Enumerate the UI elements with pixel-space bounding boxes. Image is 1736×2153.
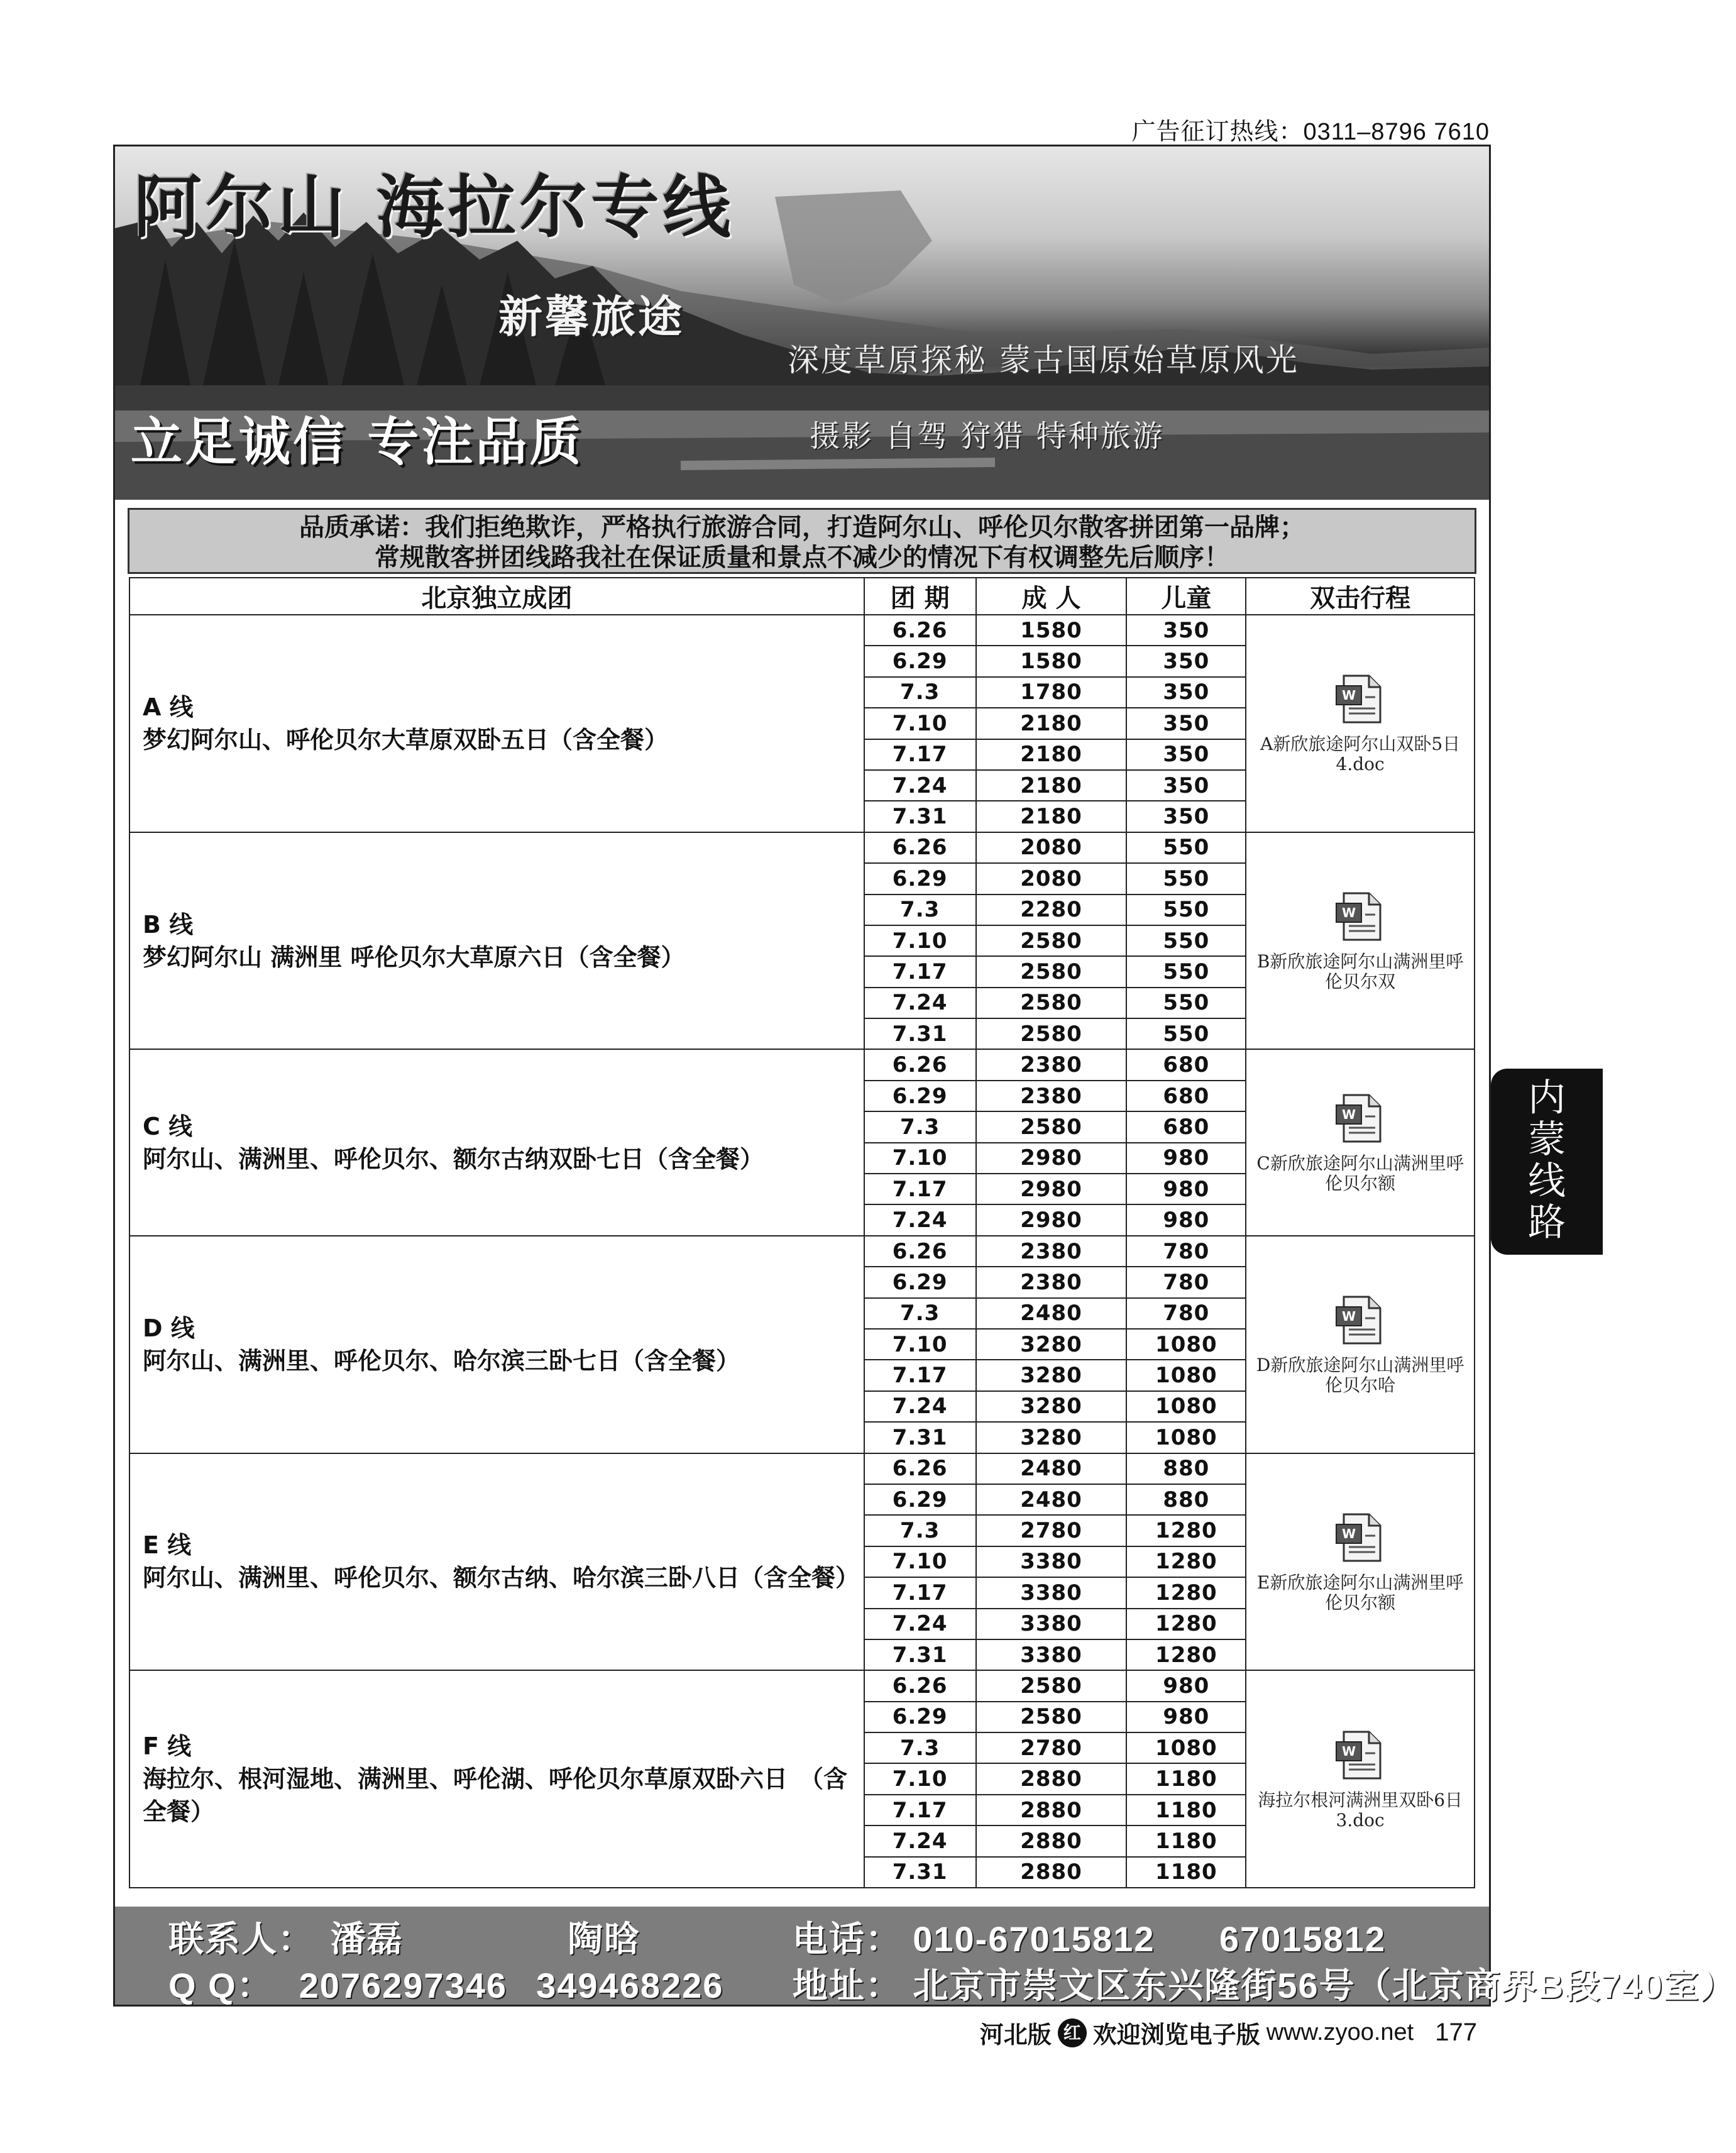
cell-child: 350 [1126, 770, 1246, 801]
cell-child: 980 [1126, 1174, 1246, 1204]
route-table-body [129, 615, 1475, 1888]
cell-date: 7.17 [864, 1795, 976, 1825]
header-date: 团 期 [864, 578, 976, 615]
cell-date: 7.24 [864, 770, 976, 801]
cell-date: 6.26 [864, 1236, 976, 1267]
cell-adult: 2380 [976, 1236, 1127, 1267]
cell-date: 6.29 [864, 1702, 976, 1732]
cell-adult: 3280 [976, 1422, 1127, 1453]
footer-logo-icon: 红 [1058, 2018, 1087, 2047]
side-tab-char-2: 蒙 [1528, 1118, 1566, 1162]
route-name: C 线 [143, 1112, 193, 1140]
cell-adult: 2880 [976, 1763, 1127, 1794]
itinerary-doc-label: B新欣旅途阿尔山满洲里呼伦贝尔双 [1256, 951, 1464, 993]
svg-text:W: W [1342, 1743, 1356, 1759]
itinerary-doc-link[interactable] [1246, 832, 1475, 1050]
cell-adult: 2880 [976, 1857, 1127, 1888]
cell-child: 780 [1126, 1267, 1246, 1297]
table-row [129, 1670, 1475, 1701]
phone-2: 67015812 [1219, 1919, 1386, 1959]
route-name: D 线 [143, 1314, 195, 1342]
cell-child: 1280 [1126, 1546, 1246, 1577]
cell-adult: 2580 [976, 1111, 1127, 1142]
footer-welcome: 欢迎浏览电子版 [1092, 2022, 1260, 2049]
cell-adult: 2980 [976, 1204, 1127, 1235]
cell-adult: 3280 [976, 1329, 1127, 1360]
contact-label: 联系人： [168, 1919, 314, 1959]
route-desc: 阿尔山、满洲里、呼伦贝尔、额尔古纳、哈尔滨三卧八日（含全餐） [143, 1564, 860, 1592]
svg-text:W: W [1342, 1309, 1356, 1324]
cell-adult: 2780 [976, 1732, 1127, 1763]
side-tab-char-1: 内 [1528, 1076, 1566, 1120]
itinerary-doc-link[interactable] [1246, 1670, 1475, 1888]
route-description-cell [129, 615, 864, 832]
route-name: F 线 [143, 1732, 192, 1761]
cell-adult: 2280 [976, 895, 1127, 925]
quality-notice [128, 508, 1476, 574]
header-adult: 成 人 [976, 578, 1127, 615]
cell-date: 7.31 [864, 801, 976, 832]
cell-child: 1280 [1126, 1577, 1246, 1608]
route-desc: 梦幻阿尔山、呼伦贝尔大草原双卧五日（含全餐） [143, 725, 669, 754]
cell-date: 7.3 [864, 1732, 976, 1763]
cell-adult: 2480 [976, 1298, 1127, 1329]
cell-date: 7.17 [864, 956, 976, 987]
cell-adult: 1780 [976, 677, 1127, 708]
cell-date: 6.26 [864, 1049, 976, 1080]
cell-adult: 2580 [976, 988, 1127, 1018]
contact-row-people [168, 1912, 1386, 1962]
table-header-row [129, 578, 1475, 615]
route-description-cell [129, 1453, 864, 1671]
cell-date: 7.10 [864, 1329, 976, 1360]
cell-child: 1080 [1126, 1732, 1246, 1763]
word-doc-icon [1332, 1091, 1388, 1145]
word-doc-icon [1332, 1293, 1388, 1347]
phone-label: 电话： [792, 1919, 902, 1959]
svg-text:W: W [1342, 1526, 1356, 1541]
table-row [129, 832, 1475, 863]
cell-child: 980 [1126, 1702, 1246, 1732]
cell-child: 680 [1126, 1111, 1246, 1142]
notice-line-2: 常规散客拼团线路我社在保证质量和景点不减少的情况下有权调整先后顺序！ [375, 543, 1229, 572]
contact-row-qq [168, 1958, 1736, 2008]
table-row [129, 1236, 1475, 1267]
footer-site-link[interactable]: www.zyoo.net [1266, 2019, 1414, 2046]
cell-date: 6.29 [864, 863, 976, 894]
itinerary-doc-label: D新欣旅途阿尔山满洲里呼伦贝尔哈 [1256, 1355, 1464, 1396]
cell-adult: 2080 [976, 832, 1127, 863]
header-itinerary: 双击行程 [1246, 578, 1475, 615]
banner-subtitle: 新馨旅途 [498, 290, 684, 343]
cell-child: 550 [1126, 988, 1246, 1018]
table-row [129, 1049, 1475, 1080]
cell-date: 7.3 [864, 895, 976, 925]
route-name: A 线 [143, 693, 194, 721]
cell-date: 7.24 [864, 1609, 976, 1639]
itinerary-doc-link[interactable] [1246, 1453, 1475, 1671]
cell-adult: 2880 [976, 1825, 1127, 1856]
cell-date: 7.10 [864, 925, 976, 956]
cell-adult: 2580 [976, 1018, 1127, 1049]
banner [115, 146, 1489, 500]
cell-adult: 2180 [976, 708, 1127, 739]
cell-date: 7.3 [864, 1298, 976, 1329]
cell-date: 7.17 [864, 1577, 976, 1608]
cell-child: 880 [1126, 1453, 1246, 1484]
cell-date: 6.26 [864, 1670, 976, 1701]
banner-tagline: 深度草原探秘 蒙古国原始草原风光 [788, 342, 1299, 378]
cell-child: 550 [1126, 956, 1246, 987]
footer-edition: 河北版 [979, 2022, 1052, 2049]
cell-date: 7.24 [864, 988, 976, 1018]
route-name: B 线 [143, 910, 194, 939]
table-row [129, 615, 1475, 646]
qq-1: 2076297346 [299, 1966, 508, 2005]
route-description-cell [129, 832, 864, 1050]
itinerary-doc-label: 海拉尔根河满洲里双卧6日 3.doc [1258, 1789, 1463, 1831]
cell-adult: 2880 [976, 1795, 1127, 1825]
cell-date: 6.29 [864, 646, 976, 676]
svg-text:W: W [1342, 688, 1356, 703]
cell-child: 680 [1126, 1081, 1246, 1111]
cell-child: 780 [1126, 1236, 1246, 1267]
word-doc-icon [1332, 1511, 1388, 1565]
cell-child: 980 [1126, 1670, 1246, 1701]
qq-2: 349468226 [536, 1966, 724, 2005]
cell-date: 7.24 [864, 1204, 976, 1235]
svg-text:W: W [1342, 1107, 1356, 1123]
cell-adult: 1580 [976, 646, 1127, 676]
cell-child: 1080 [1126, 1329, 1246, 1360]
cell-adult: 3380 [976, 1546, 1127, 1577]
route-table [129, 577, 1475, 1888]
cell-adult: 3380 [976, 1609, 1127, 1639]
word-doc-icon [1332, 889, 1388, 944]
route-desc: 梦幻阿尔山 满洲里 呼伦贝尔大草原六日（含全餐） [143, 943, 685, 971]
cell-child: 680 [1126, 1049, 1246, 1080]
cell-date: 6.26 [864, 832, 976, 863]
cell-child: 1080 [1126, 1422, 1246, 1453]
cell-date: 7.31 [864, 1018, 976, 1049]
cell-child: 980 [1126, 1204, 1246, 1235]
cell-adult: 2580 [976, 1670, 1127, 1701]
cell-child: 350 [1126, 677, 1246, 708]
itinerary-doc-link[interactable] [1246, 1236, 1475, 1453]
cell-adult: 2080 [976, 863, 1127, 894]
svg-text:W: W [1342, 905, 1356, 921]
itinerary-doc-label: E新欣旅途阿尔山满洲里呼伦贝尔额 [1256, 1572, 1464, 1613]
section-side-tab [1491, 1069, 1603, 1255]
header-route: 北京独立成团 [129, 578, 864, 615]
ad-hotline: 广告征订热线：0311–8796 7610 [1131, 119, 1490, 145]
route-desc: 阿尔山、满洲里、呼伦贝尔、额尔古纳双卧七日（含全餐） [143, 1145, 764, 1173]
cell-adult: 2180 [976, 770, 1127, 801]
cell-adult: 3380 [976, 1639, 1127, 1670]
cell-child: 350 [1126, 615, 1246, 646]
cell-child: 1080 [1126, 1391, 1246, 1422]
side-tab-char-4: 路 [1528, 1201, 1566, 1245]
route-description-cell [129, 1049, 864, 1235]
cell-child: 780 [1126, 1298, 1246, 1329]
cell-date: 7.10 [864, 708, 976, 739]
cell-adult: 3380 [976, 1577, 1127, 1608]
cell-child: 1280 [1126, 1515, 1246, 1546]
contact-person-1: 潘磊 [330, 1919, 404, 1959]
cell-child: 350 [1126, 708, 1246, 739]
itinerary-doc-label: C新欣旅途阿尔山满洲里呼伦贝尔额 [1256, 1153, 1464, 1194]
cell-date: 7.10 [864, 1546, 976, 1577]
route-name: E 线 [143, 1531, 192, 1560]
cell-date: 7.17 [864, 1174, 976, 1204]
cell-child: 550 [1126, 832, 1246, 863]
cell-date: 6.29 [864, 1267, 976, 1297]
route-desc: 阿尔山、满洲里、呼伦贝尔、哈尔滨三卧七日（含全餐） [143, 1346, 740, 1375]
cell-child: 1280 [1126, 1609, 1246, 1639]
table-row [129, 1453, 1475, 1484]
cell-date: 7.24 [864, 1391, 976, 1422]
cell-date: 7.31 [864, 1422, 976, 1453]
cell-adult: 3280 [976, 1360, 1127, 1390]
cell-adult: 2580 [976, 925, 1127, 956]
cell-child: 550 [1126, 925, 1246, 956]
cell-date: 7.24 [864, 1825, 976, 1856]
word-doc-icon [1332, 672, 1388, 726]
cell-child: 1080 [1126, 1360, 1246, 1390]
cell-child: 1180 [1126, 1825, 1246, 1856]
banner-title: 阿尔山 海拉尔专线 [134, 168, 735, 247]
cell-child: 550 [1126, 863, 1246, 894]
address-label: 地址： [792, 1966, 902, 2005]
cell-child: 980 [1126, 1143, 1246, 1174]
header-child: 儿童 [1126, 578, 1246, 615]
cell-adult: 3280 [976, 1391, 1127, 1422]
banner-slogan: 立足诚信 专注品质 [131, 412, 584, 472]
cell-date: 7.10 [864, 1143, 976, 1174]
itinerary-doc-link[interactable] [1246, 1049, 1475, 1235]
cell-child: 550 [1126, 1018, 1246, 1049]
cell-adult: 2180 [976, 739, 1127, 770]
cell-adult: 2580 [976, 956, 1127, 987]
cell-adult: 2380 [976, 1081, 1127, 1111]
cell-child: 550 [1126, 895, 1246, 925]
cell-date: 6.29 [864, 1081, 976, 1111]
cell-date: 7.3 [864, 1111, 976, 1142]
cell-adult: 2980 [976, 1174, 1127, 1204]
cell-adult: 2580 [976, 1702, 1127, 1732]
cell-adult: 2780 [976, 1515, 1127, 1546]
route-desc: 海拉尔、根河湿地、满洲里、呼伦湖、呼伦贝尔草原双卧六日 （含全餐） [143, 1765, 848, 1826]
side-tab-char-3: 线 [1528, 1159, 1566, 1203]
address: 北京市崇文区东兴隆街56号（北京商界B段740室） [913, 1966, 1736, 2005]
route-description-cell [129, 1670, 864, 1888]
contact-person-2: 陶晗 [568, 1919, 641, 1959]
notice-line-1: 品质承诺：我们拒绝欺诈，严格执行旅游合同，打造阿尔山、呼伦贝尔散客拼团第一品牌； [299, 513, 1305, 542]
cell-adult: 2180 [976, 801, 1127, 832]
contact-bar [115, 1907, 1736, 2005]
cell-child: 1180 [1126, 1795, 1246, 1825]
cell-date: 7.31 [864, 1639, 976, 1670]
cell-adult: 2480 [976, 1453, 1127, 1484]
word-doc-icon [1332, 1728, 1388, 1782]
cell-child: 350 [1126, 646, 1246, 676]
cell-adult: 2380 [976, 1267, 1127, 1297]
cell-adult: 1580 [976, 615, 1127, 646]
cell-adult: 2480 [976, 1484, 1127, 1515]
cell-child: 1180 [1126, 1857, 1246, 1888]
cell-date: 7.10 [864, 1763, 976, 1794]
cell-date: 7.31 [864, 1857, 976, 1888]
route-description-cell [129, 1236, 864, 1453]
phone-1: 010-67015812 [913, 1919, 1155, 1959]
itinerary-doc-label: A新欣旅途阿尔山双卧5日 4.doc [1260, 734, 1461, 775]
cell-date: 7.17 [864, 1360, 976, 1390]
cell-child: 350 [1126, 801, 1246, 832]
cell-date: 7.17 [864, 739, 976, 770]
page-frame [113, 145, 1736, 2007]
cell-child: 1280 [1126, 1639, 1246, 1670]
cell-child: 1180 [1126, 1763, 1246, 1794]
cell-date: 6.26 [864, 1453, 976, 1484]
cell-date: 7.3 [864, 677, 976, 708]
page-footer [980, 2015, 1477, 2050]
cell-date: 7.3 [864, 1515, 976, 1546]
cell-child: 350 [1126, 739, 1246, 770]
cell-date: 6.29 [864, 1484, 976, 1515]
cell-adult: 2380 [976, 1049, 1127, 1080]
page-number: 177 [1435, 2018, 1477, 2046]
cell-child: 880 [1126, 1484, 1246, 1515]
banner-activities: 摄影 自驾 狩猎 特种旅游 [810, 419, 1165, 454]
cell-date: 6.26 [864, 615, 976, 646]
itinerary-doc-link[interactable] [1246, 615, 1475, 832]
cell-adult: 2980 [976, 1143, 1127, 1174]
qq-label: Q Q： [168, 1966, 273, 2005]
